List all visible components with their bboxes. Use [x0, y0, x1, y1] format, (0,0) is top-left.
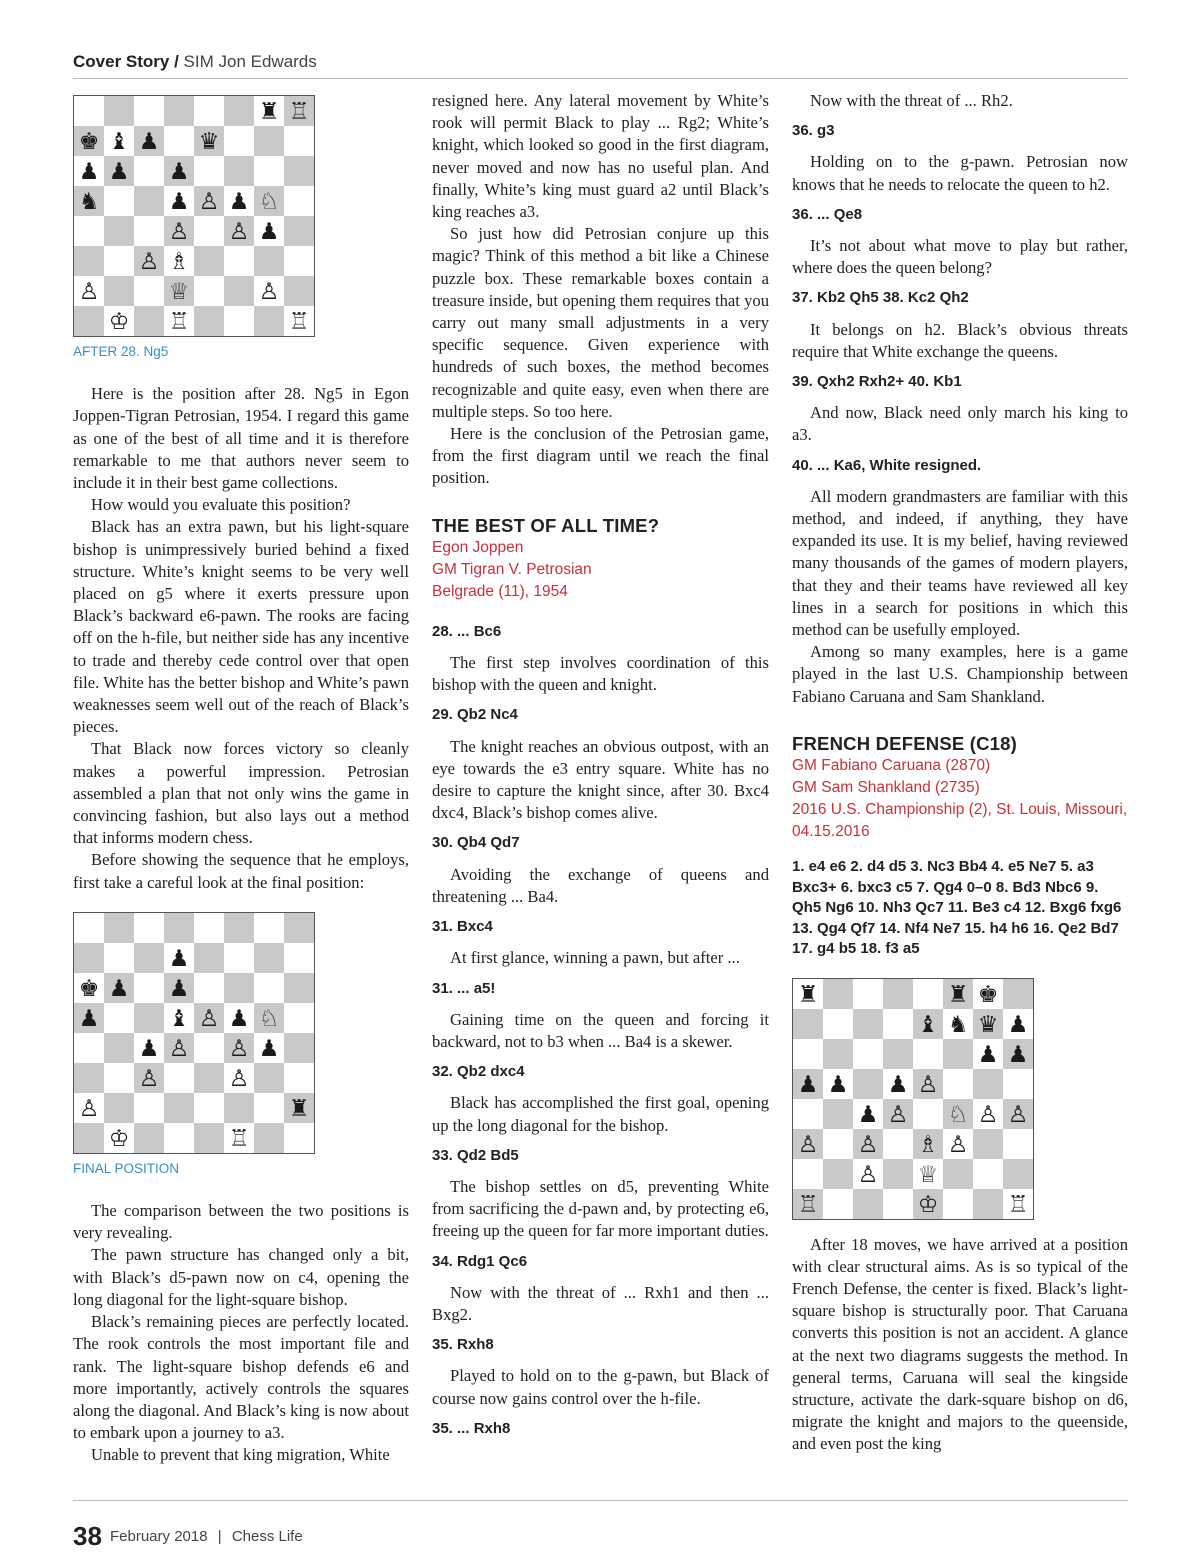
board-square — [224, 913, 254, 943]
white-pawn-icon: ♙ — [977, 1101, 999, 1128]
board-square — [853, 979, 883, 1009]
paragraph: All modern grandmasters are familiar with this method, and indeed, if anything, they have expanded its use. It is my belief, having reviewed many thousands of the games of modern players, that they and their teams have reviewed all key lines in a search for positions in which this method can be usefully employed. — [792, 486, 1128, 640]
board-square — [164, 913, 194, 943]
paragraph: The knight reaches an obvious outpost, with an eye towards the e3 entry square. White has no desire to capture the knight since, after 30. Bxc4 dxc4, Black’s bishop comes alive. — [432, 736, 769, 823]
board-square — [853, 1189, 883, 1219]
game-player-black: GM Sam Shankland (2735) — [792, 779, 980, 797]
board-square — [973, 1129, 1003, 1159]
move-line: 28. ... Bc6 — [432, 622, 502, 640]
board-square — [284, 943, 314, 973]
board-square — [254, 1123, 284, 1153]
black-pawn-icon: ♟ — [78, 159, 100, 185]
white-pawn-icon: ♙ — [228, 219, 250, 245]
chess-diagram-french — [792, 978, 1034, 1220]
column-2 — [432, 90, 769, 1449]
board-square — [793, 1009, 823, 1039]
move-line: 31. Bxc4 — [432, 918, 493, 936]
board-square — [134, 186, 164, 216]
board-square — [883, 979, 913, 1009]
white-rook-icon: ♖ — [288, 99, 310, 125]
column-1 — [73, 90, 409, 1467]
board-square — [254, 126, 284, 156]
board-square — [134, 156, 164, 186]
board-square — [1003, 1159, 1033, 1189]
board-square — [943, 1189, 973, 1219]
board-square — [194, 216, 224, 246]
paragraph: Now with the threat of ... Rxh1 and then ... Bxg2. — [432, 1282, 769, 1324]
paragraph: After 18 moves, we have arrived at a position with clear structural aims. As is so typical of the French Defense, the center is fixed. Black’s light-square bishop is structurally poor. That Caruana converts this position is not an accident. A glance at the next two diagrams suggests the method. In general terms, Caruana will seal the kingside structure, activate the dark-square bishop on d6, migrate the knight and majors to the queenside, and even post the king — [792, 1234, 1128, 1454]
board-square — [164, 1063, 194, 1093]
board-square — [284, 913, 314, 943]
board-square — [74, 943, 104, 973]
board-square — [194, 246, 224, 276]
board-square — [853, 1009, 883, 1039]
board-square — [164, 1123, 194, 1153]
white-queen-icon: ♕ — [917, 1161, 939, 1188]
paragraph: How would you evaluate this position? — [91, 495, 351, 515]
author-label: SIM Jon Edwards — [183, 52, 317, 71]
paragraph: resigned here. Any lateral movement by White’s rook will permit Black to play ... Rg2; White’s knight, which looked so good in the first diagram, never moved and now has no useful plan. And finally, White’s king must guard a2 until Black’s king reaches a3. — [432, 91, 769, 222]
column-3 — [792, 90, 1128, 1456]
board-square — [74, 96, 104, 126]
paragraph: At first glance, winning a pawn, but after ... — [450, 948, 740, 968]
board-square — [104, 1033, 134, 1063]
board-square — [254, 1063, 284, 1093]
board-square — [74, 913, 104, 943]
board-square — [254, 943, 284, 973]
black-pawn-icon: ♟ — [977, 1041, 999, 1068]
board-square — [1003, 979, 1033, 1009]
board-square — [104, 96, 134, 126]
white-pawn-icon: ♙ — [78, 279, 100, 305]
board-square — [194, 1093, 224, 1123]
black-pawn-icon: ♟ — [228, 1005, 250, 1032]
game-event: 2016 U.S. Championship (2), St. Louis, Missouri, 04.15.2016 — [792, 801, 1128, 841]
white-knight-icon: ♘ — [258, 1005, 280, 1032]
move-line: 31. ... a5! — [432, 979, 496, 997]
white-pawn-icon: ♙ — [168, 219, 190, 245]
board-square — [104, 186, 134, 216]
board-square — [823, 1159, 853, 1189]
paragraph: The bishop settles on d5, preventing White from sacrificing the d-pawn and, by protecting e6, freeing up the queen for far more important duties. — [432, 1176, 769, 1241]
black-pawn-icon: ♟ — [857, 1101, 879, 1128]
board-square — [943, 1159, 973, 1189]
white-pawn-icon: ♙ — [887, 1101, 909, 1128]
white-pawn-icon: ♙ — [917, 1071, 939, 1098]
board-square — [104, 943, 134, 973]
black-pawn-icon: ♟ — [168, 159, 190, 185]
board-square — [284, 186, 314, 216]
game-player-white: GM Fabiano Caruana (2870) — [792, 757, 991, 775]
white-pawn-icon: ♙ — [947, 1131, 969, 1158]
paragraph: Holding on to the g-pawn. Petrosian now knows that he needs to relocate the queen to h2. — [792, 152, 1128, 194]
white-king-icon: ♔ — [917, 1191, 939, 1218]
board-square — [224, 943, 254, 973]
board-square — [74, 246, 104, 276]
white-bishop-icon: ♗ — [168, 249, 190, 275]
board-square — [883, 1039, 913, 1069]
board-square — [883, 1189, 913, 1219]
board-square — [823, 1189, 853, 1219]
paragraph: Unable to prevent that king migration, White — [91, 1445, 390, 1465]
board-square — [973, 1189, 1003, 1219]
black-pawn-icon: ♟ — [228, 189, 250, 215]
board-square — [823, 1099, 853, 1129]
black-pawn-icon: ♟ — [1007, 1041, 1029, 1068]
black-pawn-icon: ♟ — [108, 159, 130, 185]
white-pawn-icon: ♙ — [258, 279, 280, 305]
board-square — [104, 276, 134, 306]
white-knight-icon: ♘ — [258, 189, 280, 215]
black-rook-icon: ♜ — [258, 99, 280, 125]
paragraph: Here is the conclusion of the Petrosian game, from the first diagram until we reach the final position. — [432, 424, 769, 488]
board-square — [883, 1159, 913, 1189]
magazine-name: Chess Life — [231, 1528, 303, 1545]
board-square — [194, 913, 224, 943]
board-square — [224, 156, 254, 186]
paragraph: Now with the threat of ... Rh2. — [810, 91, 1013, 110]
board-square — [74, 1063, 104, 1093]
board-square — [823, 1009, 853, 1039]
board-square — [224, 246, 254, 276]
board-square — [194, 973, 224, 1003]
white-king-icon: ♔ — [108, 1125, 130, 1152]
board-square — [194, 1063, 224, 1093]
board-square — [164, 96, 194, 126]
black-pawn-icon: ♟ — [258, 219, 280, 245]
black-pawn-icon: ♟ — [1007, 1011, 1029, 1038]
board-square — [284, 246, 314, 276]
board-square — [913, 979, 943, 1009]
paragraph: Played to hold on to the g-pawn, but Black of course now gains control over the h-file. — [432, 1366, 769, 1408]
paragraph: Avoiding the exchange of queens and threatening ... Ba4. — [432, 864, 769, 906]
board-square — [164, 126, 194, 156]
white-pawn-icon: ♙ — [198, 1005, 220, 1032]
paragraph: It’s not about what move to play but rather, where does the queen belong? — [792, 236, 1128, 278]
board-square — [883, 1129, 913, 1159]
white-bishop-icon: ♗ — [917, 1131, 939, 1158]
black-pawn-icon: ♟ — [827, 1071, 849, 1098]
game-player-black: GM Tigran V. Petrosian — [432, 560, 592, 578]
black-pawn-icon: ♟ — [138, 1035, 160, 1062]
board-square — [134, 276, 164, 306]
board-square — [134, 1123, 164, 1153]
board-square — [284, 1123, 314, 1153]
paragraph: The pawn structure has changed only a bit, with Black’s d5-pawn now on c4, opening the long diagonal for the light-square bishop. — [73, 1245, 409, 1309]
board-square — [224, 276, 254, 306]
black-rook-icon: ♜ — [947, 981, 969, 1008]
board-square — [823, 1039, 853, 1069]
paragraph: That Black now forces victory so cleanly makes a powerful impression. Petrosian assembled a plan that not only wins the game in convincing fashion, but also lays out a method that informs modern chess. — [73, 739, 409, 848]
black-king-icon: ♚ — [78, 129, 100, 155]
chess-diagram-final — [73, 912, 315, 1154]
white-pawn-icon: ♙ — [168, 1035, 190, 1062]
move-line: 39. Qxh2 Rxh2+ 40. Kb1 — [792, 373, 962, 391]
board-square — [224, 96, 254, 126]
board-square — [284, 1033, 314, 1063]
board-square — [254, 156, 284, 186]
move-line: 35. Rxh8 — [432, 1336, 494, 1354]
footer-text — [110, 1528, 303, 1545]
board-square — [224, 1093, 254, 1123]
move-line: 30. Qb4 Qd7 — [432, 834, 520, 852]
paragraph: The first step involves coordination of this bishop with the queen and knight. — [432, 653, 769, 695]
board-square — [74, 1033, 104, 1063]
white-pawn-icon: ♙ — [857, 1161, 879, 1188]
chess-diagram-after-28 — [73, 95, 315, 337]
black-pawn-icon: ♟ — [168, 189, 190, 215]
paragraph: The comparison between the two positions is very revealing. — [73, 1201, 409, 1243]
board-square — [134, 973, 164, 1003]
white-rook-icon: ♖ — [168, 309, 190, 335]
black-pawn-icon: ♟ — [78, 1005, 100, 1032]
board-square — [254, 306, 284, 336]
move-line: 36. g3 — [792, 122, 835, 140]
black-bishop-icon: ♝ — [108, 129, 130, 155]
black-king-icon: ♚ — [78, 975, 100, 1002]
move-line: 29. Qb2 Nc4 — [432, 706, 518, 724]
move-line: 32. Qb2 dxc4 — [432, 1063, 525, 1081]
paragraph: Black’s remaining pieces are perfectly located. The rook controls the most important file and rank. The light-square bishop defends e6 and more importantly, actively controls the squares along the diagonal. And Black’s king is now about to embark upon a journey to a3. — [73, 1312, 409, 1443]
board-square — [134, 1093, 164, 1123]
black-bishop-icon: ♝ — [168, 1005, 190, 1032]
board-square — [104, 913, 134, 943]
board-square — [194, 276, 224, 306]
diagram-caption: AFTER 28. Ng5 — [73, 344, 169, 359]
game-heading: FRENCH DEFENSE (C18) — [792, 732, 1017, 754]
diagram-caption: FINAL POSITION — [73, 1160, 180, 1176]
white-pawn-icon: ♙ — [797, 1131, 819, 1158]
paragraph: And now, Black need only march his king to a3. — [792, 403, 1128, 445]
board-square — [254, 1093, 284, 1123]
black-pawn-icon: ♟ — [168, 975, 190, 1002]
paragraph: Black has an extra pawn, but his light-square bishop is unimpressively buried behind a fixed structure. White’s knight seems to be very well placed on g5 where it exerts pressure upon Black’s backward e6-pawn. The rooks are facing off on the h-file, but neither side has any incentive to trade and thereby cede control over that open file. White has the better bishop and White’s pawn weaknesses seem well out of the reach of Black’s pieces. — [73, 517, 409, 737]
black-pawn-icon: ♟ — [258, 1035, 280, 1062]
board-square — [913, 1099, 943, 1129]
board-square — [913, 1039, 943, 1069]
board-square — [793, 1039, 823, 1069]
move-line: 35. ... Rxh8 — [432, 1419, 511, 1437]
board-square — [254, 973, 284, 1003]
board-square — [973, 1159, 1003, 1189]
board-square — [793, 1159, 823, 1189]
paragraph: Before showing the sequence that he employs, first take a careful look at the final position: — [73, 850, 409, 892]
issue-date: February 2018 — [110, 1528, 208, 1545]
board-square — [74, 306, 104, 336]
board-square — [194, 1033, 224, 1063]
board-square — [104, 246, 134, 276]
section-label: Cover Story / — [73, 52, 179, 71]
board-square — [943, 1039, 973, 1069]
move-line: 37. Kb2 Qh5 38. Kc2 Qh2 — [792, 289, 969, 307]
white-king-icon: ♔ — [108, 309, 130, 335]
board-square — [134, 216, 164, 246]
black-knight-icon: ♞ — [78, 189, 100, 215]
white-pawn-icon: ♙ — [1007, 1101, 1029, 1128]
black-rook-icon: ♜ — [797, 981, 819, 1008]
board-square — [853, 1039, 883, 1069]
white-pawn-icon: ♙ — [228, 1065, 250, 1092]
board-square — [104, 216, 134, 246]
board-square — [793, 1099, 823, 1129]
paragraph: Here is the position after 28. Ng5 in Egon Joppen-Tigran Petrosian, 1954. I regard this game as one of the best of all time and it is therefore remarkable to me that authors never seem to include it in their best game collections. — [73, 384, 409, 493]
black-rook-icon: ♜ — [288, 1095, 310, 1122]
board-square — [284, 126, 314, 156]
paragraph: It belongs on h2. Black’s obvious threats require that White exchange the queens. — [792, 319, 1128, 361]
white-pawn-icon: ♙ — [138, 1065, 160, 1092]
white-rook-icon: ♖ — [1007, 1191, 1029, 1218]
board-square — [134, 943, 164, 973]
black-pawn-icon: ♟ — [887, 1071, 909, 1098]
board-square — [254, 913, 284, 943]
page-header — [73, 52, 1128, 79]
board-square — [254, 246, 284, 276]
board-square — [973, 1069, 1003, 1099]
board-square — [194, 943, 224, 973]
board-square — [1003, 1069, 1033, 1099]
black-king-icon: ♚ — [977, 981, 999, 1008]
white-pawn-icon: ♙ — [857, 1131, 879, 1158]
board-square — [134, 1003, 164, 1033]
move-line: 36. ... Qe8 — [792, 205, 863, 223]
board-square — [284, 1003, 314, 1033]
paragraph: Among so many examples, here is a game played in the last U.S. Championship between Fabiano Caruana and Sam Shankland. — [792, 642, 1128, 706]
board-square — [224, 306, 254, 336]
move-line: 33. Qd2 Bd5 — [432, 1146, 519, 1164]
board-square — [134, 913, 164, 943]
board-square — [284, 156, 314, 186]
board-square — [74, 216, 104, 246]
white-pawn-icon: ♙ — [78, 1095, 100, 1122]
footer-separator: | — [217, 1528, 222, 1545]
board-square — [194, 306, 224, 336]
board-square — [284, 276, 314, 306]
white-rook-icon: ♖ — [228, 1125, 250, 1152]
move-line: 34. Rdg1 Qc6 — [432, 1252, 528, 1270]
board-square — [194, 1123, 224, 1153]
white-rook-icon: ♖ — [797, 1191, 819, 1218]
board-square — [164, 1093, 194, 1123]
black-queen-icon: ♛ — [977, 1011, 999, 1038]
paragraph: So just how did Petrosian conjure up this magic? Think of this method a bit like a Chinese puzzle box. These remarkable boxes contain a treasure inside, but opening them requires that you carry out many small adjustments in a very specific sequence. Given experience with hundreds of such boxes, the method becomes recognizable and quite easy, even when there are multiple steps. So too here. — [432, 224, 769, 421]
board-square — [1003, 1129, 1033, 1159]
board-square — [104, 1003, 134, 1033]
white-queen-icon: ♕ — [168, 279, 190, 305]
page-number: 38 — [73, 1521, 102, 1551]
game-heading: THE BEST OF ALL TIME? — [432, 514, 660, 536]
board-square — [943, 1069, 973, 1099]
board-square — [194, 96, 224, 126]
board-square — [134, 306, 164, 336]
board-square — [853, 1069, 883, 1099]
black-pawn-icon: ♟ — [138, 129, 160, 155]
board-square — [284, 1063, 314, 1093]
board-square — [823, 1129, 853, 1159]
white-pawn-icon: ♙ — [198, 189, 220, 215]
black-pawn-icon: ♟ — [108, 975, 130, 1002]
board-square — [284, 216, 314, 246]
board-square — [104, 1063, 134, 1093]
board-square — [194, 156, 224, 186]
board-square — [883, 1009, 913, 1039]
board-square — [134, 96, 164, 126]
game-moves: 1. e4 e6 2. d4 d5 3. Nc3 Bb4 4. e5 Ne7 5. a3 Bxc3+ 6. bxc3 c5 7. Qg4 0–0 8. Bd3 Nbc6 9. Qh5 Ng6 10. Nh3 Qc7 11. Be3 c4 12. Bxg6 fxg6 13. Qg4 Qf7 14. Nf4 Ne7 15. h4 h6 16. Qe2 Bd7 17. g4 b5 18. f3 a5 — [792, 858, 1122, 958]
paragraph: Gaining time on the queen and forcing it backward, not to b3 when ... Ba4 is a skewer. — [432, 1009, 769, 1051]
black-bishop-icon: ♝ — [917, 1011, 939, 1038]
board-square — [284, 973, 314, 1003]
white-pawn-icon: ♙ — [138, 249, 160, 275]
board-square — [104, 1093, 134, 1123]
black-queen-icon: ♛ — [198, 129, 220, 155]
game-player-white: Egon Joppen — [432, 538, 524, 556]
black-pawn-icon: ♟ — [797, 1071, 819, 1098]
board-square — [224, 126, 254, 156]
board-square — [74, 1123, 104, 1153]
white-knight-icon: ♘ — [947, 1101, 969, 1128]
board-square — [224, 973, 254, 1003]
paragraph: Black has accomplished the first goal, opening up the long diagonal for the bishop. — [432, 1093, 769, 1135]
board-square — [823, 979, 853, 1009]
white-rook-icon: ♖ — [288, 309, 310, 335]
game-event: Belgrade (11), 1954 — [432, 582, 568, 600]
black-knight-icon: ♞ — [947, 1011, 969, 1038]
white-pawn-icon: ♙ — [228, 1035, 250, 1062]
black-pawn-icon: ♟ — [168, 945, 190, 972]
move-line: 40. ... Ka6, White resigned. — [792, 456, 982, 474]
page-footer — [73, 1500, 1128, 1551]
